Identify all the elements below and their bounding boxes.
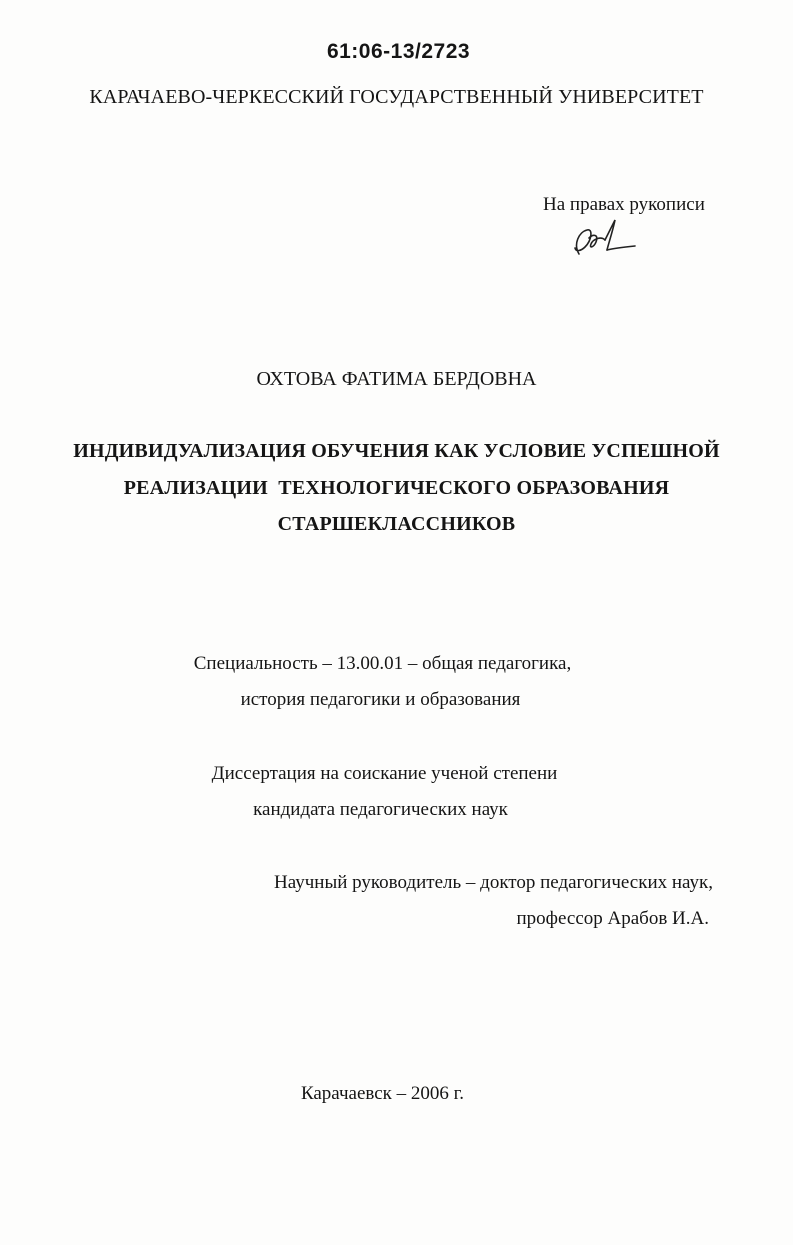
supervisor-line-2: профессор Арабов И.А. xyxy=(516,908,709,929)
dissertation-title-line-1: ИНДИВИДУАЛИЗАЦИЯ ОБУЧЕНИЯ КАК УСЛОВИЕ УСПЕШНОЙ xyxy=(73,440,720,462)
specialty-line-1: Специальность – 13.00.01 – общая педагогика, xyxy=(193,653,572,674)
dissertation-title-line-3: СТАРШЕКЛАССНИКОВ xyxy=(277,513,516,535)
place-and-year: Карачаевск – 2006 г. xyxy=(300,1083,465,1104)
specialty-line-2: история педагогики и образования xyxy=(240,689,521,710)
dissertation-title-line-2: РЕАЛИЗАЦИИ ТЕХНОЛОГИЧЕСКОГО ОБРАЗОВАНИЯ xyxy=(123,477,670,499)
supervisor-line-1: Научный руководитель – доктор педагогических наук, xyxy=(274,872,713,893)
university-name: КАРАЧАЕВО-ЧЕРКЕССКИЙ ГОСУДАРСТВЕННЫЙ УНИВЕРСИТЕТ xyxy=(89,86,704,108)
author-name: ОХТОВА ФАТИМА БЕРДОВНА xyxy=(256,368,537,390)
manuscript-rights-note: На правах рукописи xyxy=(543,194,705,215)
archive-code: 61:06-13/2723 xyxy=(326,40,471,63)
author-signature xyxy=(565,214,645,264)
degree-line-2: кандидата педагогических наук xyxy=(253,799,508,820)
degree-line-1: Диссертация на соискание ученой степени xyxy=(211,763,558,784)
